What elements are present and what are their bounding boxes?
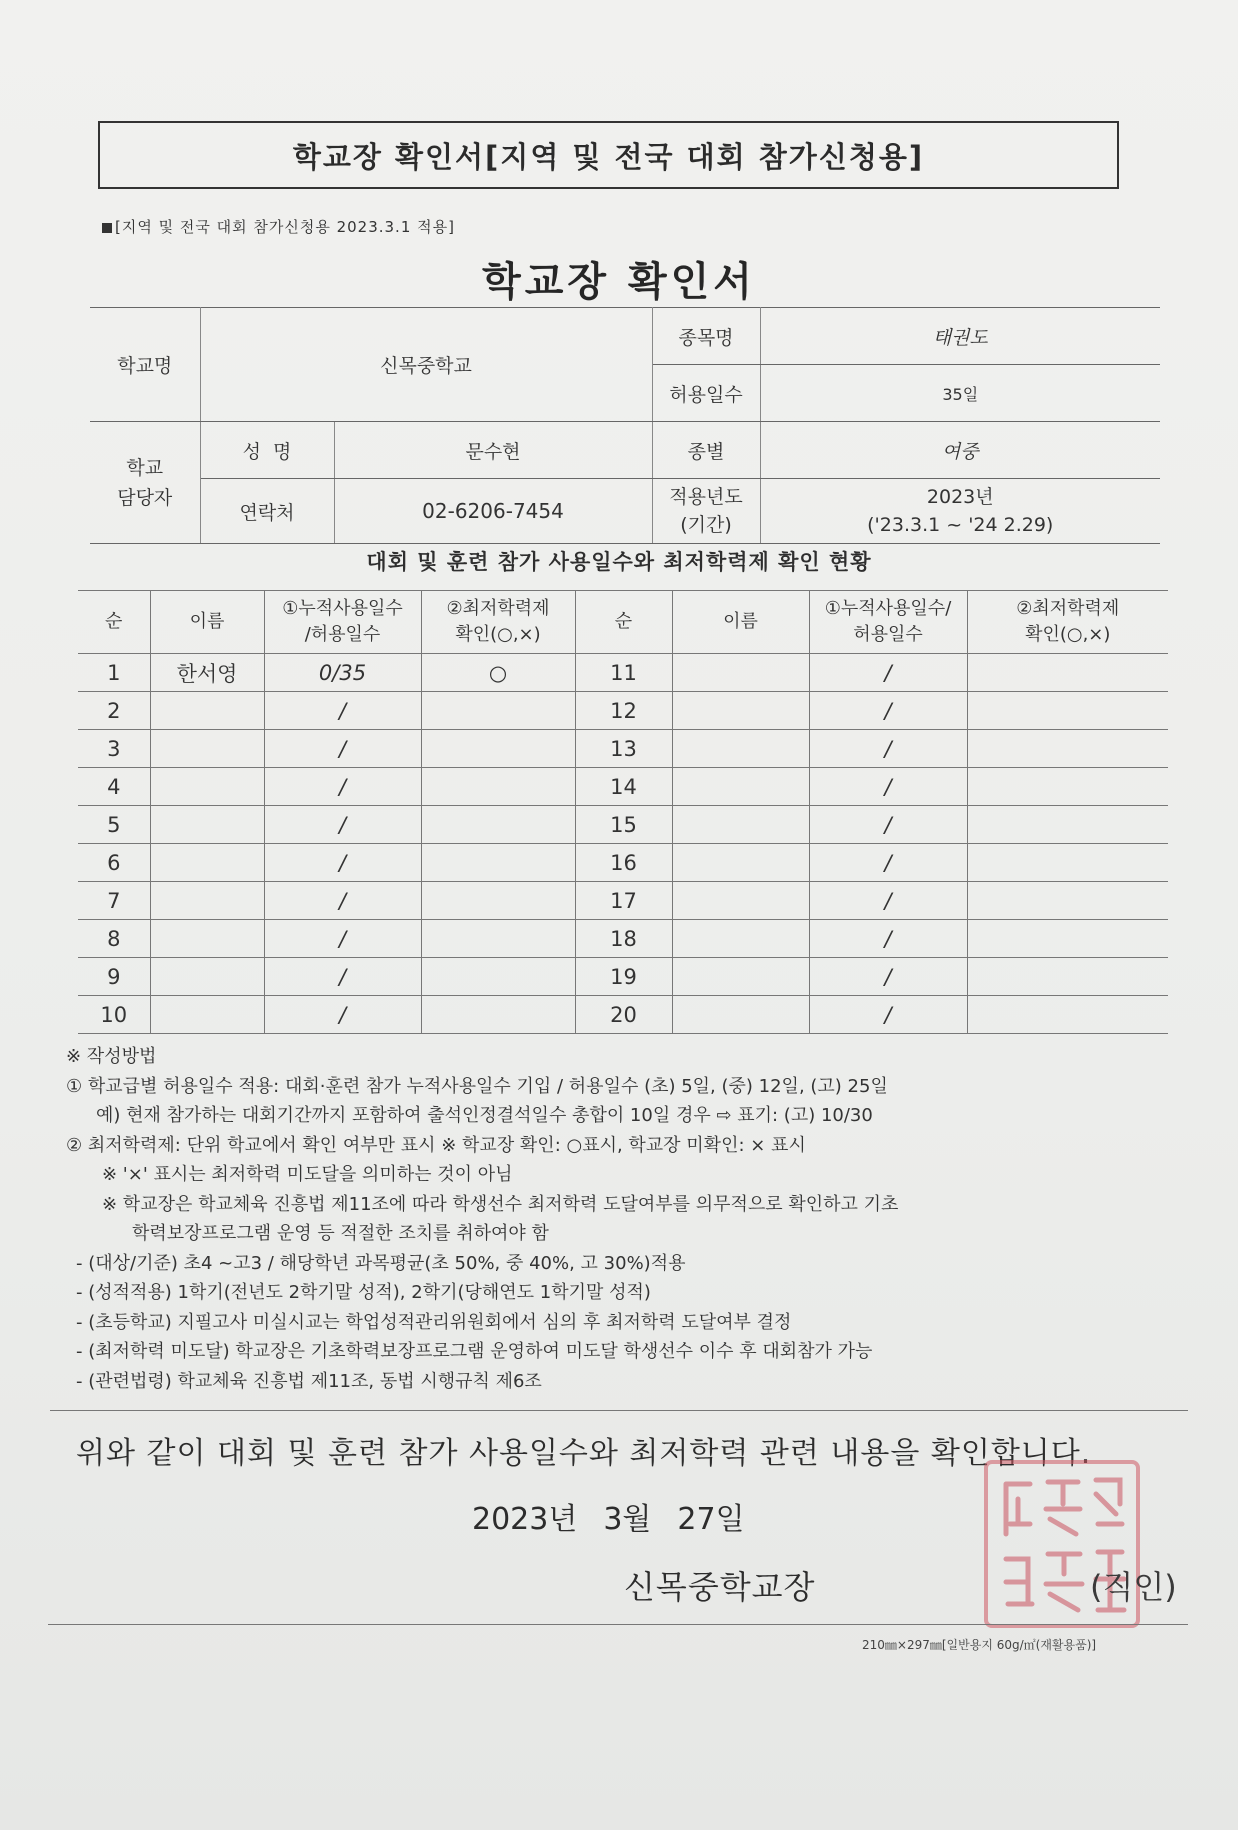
cell-accum-days-right: / <box>809 920 967 958</box>
cell-min-academic-left <box>421 882 575 920</box>
cell-name-left <box>150 996 264 1034</box>
cell-no-right: 11 <box>575 654 672 692</box>
period-value: 2023년 ('23.3.1 ~ '24 2.29) <box>760 479 1160 544</box>
cell-name-right <box>672 920 809 958</box>
cell-no-right: 20 <box>575 996 672 1034</box>
cell-accum-days-left: / <box>264 844 421 882</box>
header-accum-days-right: ①누적사용일수/ 허용일수 <box>809 591 967 654</box>
cell-min-academic-right <box>967 920 1168 958</box>
confirmation-statement: 위와 같이 대회 및 훈련 참가 사용일수와 최저학력 관련 내용을 확인합니다. <box>76 1436 1092 1471</box>
cell-no-right: 13 <box>575 730 672 768</box>
cell-no-left: 9 <box>78 958 150 996</box>
table-row <box>78 654 1168 692</box>
writing-instructions <box>66 1042 1186 1396</box>
participation-table <box>78 590 1168 1034</box>
cell-accum-days-left: / <box>264 692 421 730</box>
event-value: 태권도 <box>760 308 1160 365</box>
table-row <box>78 958 1168 996</box>
principal-name: 신목중학교장 <box>624 1568 816 1606</box>
cell-accum-days-left: 0/35 <box>264 654 421 692</box>
header-accum-days-left: ①누적사용일수 /허용일수 <box>264 591 421 654</box>
cell-no-left: 2 <box>78 692 150 730</box>
table-row <box>78 920 1168 958</box>
form-title-box <box>98 121 1119 189</box>
period-label: 적용년도 (기간) <box>652 479 760 544</box>
school-manager-label: 학교 담당자 <box>90 422 200 544</box>
event-label: 종목명 <box>652 308 760 365</box>
cell-accum-days-left: / <box>264 920 421 958</box>
cell-min-academic-left <box>421 920 575 958</box>
cell-name-left <box>150 958 264 996</box>
cell-min-academic-right <box>967 730 1168 768</box>
cell-name-left <box>150 730 264 768</box>
cell-accum-days-right: / <box>809 692 967 730</box>
table-row <box>78 844 1168 882</box>
cell-accum-days-left: / <box>264 958 421 996</box>
detail-4: - (최저학력 미도달) 학교장은 기초학력보장프로그램 운영하여 미도달 학생선수 이수 후 대회참가 가능 <box>76 1341 873 1362</box>
header-name-left: 이름 <box>150 591 264 654</box>
cell-accum-days-right: / <box>809 844 967 882</box>
cell-accum-days-right: / <box>809 654 967 692</box>
cell-accum-days-left: / <box>264 806 421 844</box>
cell-name-right <box>672 996 809 1034</box>
cell-no-left: 6 <box>78 844 150 882</box>
document-title: 학교장 확인서 <box>482 259 756 305</box>
cell-no-left: 7 <box>78 882 150 920</box>
cell-no-left: 1 <box>78 654 150 692</box>
cell-name-left <box>150 920 264 958</box>
square-bullet-icon <box>102 223 112 233</box>
cell-no-left: 8 <box>78 920 150 958</box>
cell-min-academic-left <box>421 692 575 730</box>
cell-no-right: 19 <box>575 958 672 996</box>
cell-accum-days-right: / <box>809 806 967 844</box>
cell-name-left <box>150 806 264 844</box>
cell-accum-days-right: / <box>809 768 967 806</box>
cell-min-academic-right <box>967 692 1168 730</box>
school-name-value: 신목중학교 <box>200 308 652 422</box>
cell-min-academic-left <box>421 730 575 768</box>
school-name-label: 학교명 <box>90 308 200 422</box>
cell-name-right <box>672 692 809 730</box>
table-row <box>78 692 1168 730</box>
cell-name-left <box>150 692 264 730</box>
cell-no-left: 4 <box>78 768 150 806</box>
section-title: 대회 및 훈련 참가 사용일수와 최저학력제 확인 현황 <box>366 550 872 574</box>
cell-accum-days-left: / <box>264 996 421 1034</box>
header-no-left: 순 <box>78 591 150 654</box>
notes-heading: ※ 작성방법 <box>66 1046 157 1067</box>
cell-name-left <box>150 882 264 920</box>
cell-name-left: 한서영 <box>150 654 264 692</box>
note-4-cont: 학력보장프로그램 운영 등 적절한 조치를 취하여야 함 <box>132 1223 549 1244</box>
note-2: ② 최저학력제: 단위 학교에서 확인 여부만 표시 ※ 학교장 확인: ○표시, 학교장 미확인: × 표시 <box>66 1134 806 1156</box>
cell-min-academic-left <box>421 768 575 806</box>
cell-min-academic-left <box>421 958 575 996</box>
issue-date <box>472 1494 771 1538</box>
cell-no-left: 5 <box>78 806 150 844</box>
gender-value: 여중 <box>760 422 1160 479</box>
header-name-right: 이름 <box>672 591 809 654</box>
cell-accum-days-right: / <box>809 730 967 768</box>
detail-3: - (초등학교) 지필고사 미실시교는 학업성적관리위원회에서 심의 후 최저학력 도달여부 결정 <box>76 1311 792 1333</box>
divider-bottom <box>48 1624 1188 1625</box>
table-row <box>78 996 1168 1034</box>
cell-name-right <box>672 654 809 692</box>
table-row <box>78 730 1168 768</box>
detail-5: - (관련법령) 학교체육 진흥법 제11조, 동법 시행규칙 제6조 <box>76 1370 542 1392</box>
header-min-academic-left: ②최저학력제 확인(○,×) <box>421 591 575 654</box>
cell-min-academic-right <box>967 882 1168 920</box>
cell-min-academic-left <box>421 996 575 1034</box>
manager-name-label: 성 명 <box>200 422 334 479</box>
cell-min-academic-right <box>967 768 1168 806</box>
cell-min-academic-left: ○ <box>421 654 575 692</box>
header-min-academic-right: ②최저학력제 확인(○,×) <box>967 591 1168 654</box>
cell-name-left <box>150 768 264 806</box>
cell-no-right: 17 <box>575 882 672 920</box>
note-4: ※ 학교장은 학교체육 진흥법 제11조에 따라 학생선수 최저학력 도달여부를 의무적으로 확인하고 기초 <box>102 1193 899 1215</box>
detail-1: - (대상/기준) 초4 ~고3 / 해당학년 과목평균(초 50%, 중 40%, 고 30%)적용 <box>76 1252 686 1274</box>
table-row <box>78 882 1168 920</box>
allowed-days-value: 35일 <box>760 365 1160 422</box>
cell-no-right: 12 <box>575 692 672 730</box>
cell-name-right <box>672 730 809 768</box>
paper-spec-footer: 210㎜×297㎜[일반용지 60g/㎡(재활용품)] <box>862 1638 1097 1652</box>
gender-label: 종별 <box>652 422 760 479</box>
form-title: 학교장 확인서[지역 및 전국 대회 참가신청용] <box>292 139 925 174</box>
cell-no-right: 16 <box>575 844 672 882</box>
cell-min-academic-left <box>421 806 575 844</box>
applicable-note: [지역 및 전국 대회 참가신청용 2023.3.1 적용] <box>102 216 455 237</box>
cell-min-academic-right <box>967 844 1168 882</box>
allowed-days-label: 허용일수 <box>652 365 760 422</box>
cell-min-academic-right <box>967 958 1168 996</box>
cell-min-academic-right <box>967 654 1168 692</box>
cell-accum-days-right: / <box>809 882 967 920</box>
table-header-row <box>78 591 1168 654</box>
note-1-example: 예) 현재 참가하는 대회기간까지 포함하여 출석인정결석일수 총합이 10일 경우 ⇨ 표기: (고) 10/30 <box>96 1105 873 1126</box>
cell-name-left <box>150 844 264 882</box>
cell-accum-days-right: / <box>809 996 967 1034</box>
table-row <box>78 806 1168 844</box>
date-day: 27일 <box>677 1502 745 1537</box>
cell-name-right <box>672 882 809 920</box>
cell-name-right <box>672 768 809 806</box>
cell-accum-days-left: / <box>264 768 421 806</box>
divider-top <box>50 1410 1188 1411</box>
seal-label: (직인) <box>1090 1568 1177 1606</box>
cell-no-right: 18 <box>575 920 672 958</box>
manager-name-value: 문수현 <box>334 422 652 479</box>
cell-accum-days-right: / <box>809 958 967 996</box>
cell-no-left: 10 <box>78 996 150 1034</box>
cell-no-right: 14 <box>575 768 672 806</box>
contact-value: 02-6206-7454 <box>334 479 652 544</box>
cell-min-academic-right <box>967 996 1168 1034</box>
cell-no-left: 3 <box>78 730 150 768</box>
note-3: ※ '×' 표시는 최저학력 미도달을 의미하는 것이 아님 <box>102 1164 513 1185</box>
cell-min-academic-left <box>421 844 575 882</box>
table-row <box>78 768 1168 806</box>
cell-name-right <box>672 958 809 996</box>
cell-no-right: 15 <box>575 806 672 844</box>
contact-label: 연락처 <box>200 479 334 544</box>
date-year: 2023년 <box>472 1502 578 1537</box>
cell-name-right <box>672 844 809 882</box>
header-no-right: 순 <box>575 591 672 654</box>
cell-accum-days-left: / <box>264 882 421 920</box>
cell-accum-days-left: / <box>264 730 421 768</box>
note-1: ① 학교급별 허용일수 적용: 대회·훈련 참가 누적사용일수 기입 / 허용일수 (초) 5일, (중) 12일, (고) 25일 <box>66 1075 888 1097</box>
cell-min-academic-right <box>967 806 1168 844</box>
cell-name-right <box>672 806 809 844</box>
info-table <box>90 307 1160 544</box>
date-month: 3월 <box>603 1502 652 1537</box>
detail-2: - (성적적용) 1학기(전년도 2학기말 성적), 2학기(당해연도 1학기말 성적) <box>76 1282 651 1303</box>
